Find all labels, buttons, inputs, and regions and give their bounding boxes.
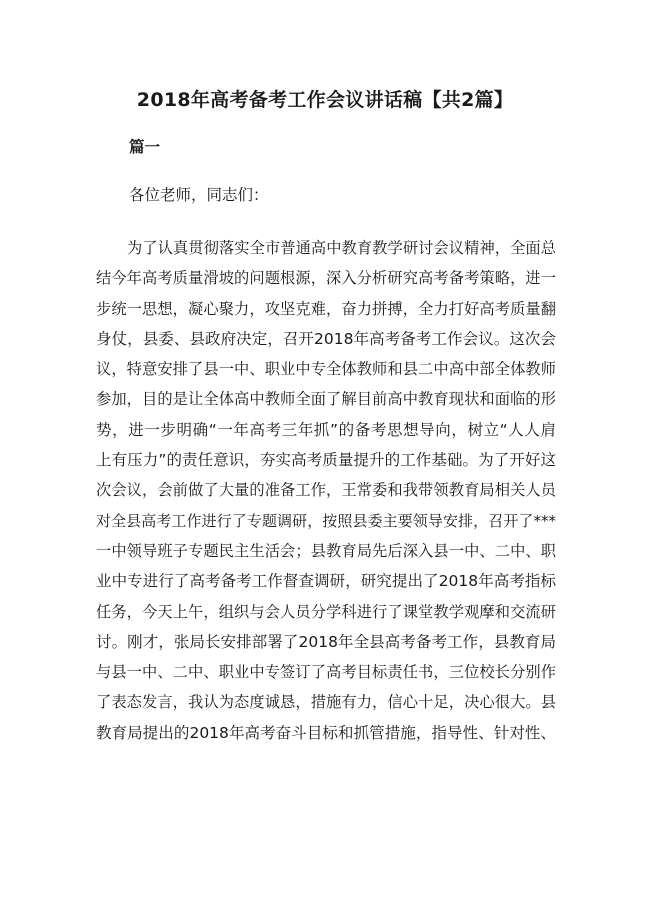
text-line: 与县一中、二中、职业中专签订了高考目标责任书，三位校长分别作 xyxy=(96,663,556,682)
text-line: 势，进一步明确“一年高考三年抓”的备考思想导向，树立“人人肩 xyxy=(96,420,556,439)
text-line: 身仗，县委、县政府决定，召开2018年高考备考工作会议。这次会 xyxy=(96,329,556,348)
salutation: 各位老师，同志们： xyxy=(129,186,269,204)
text-line: 结今年高考质量滑坡的问题根源，深入分析研究高考备考策略，进一 xyxy=(96,269,556,288)
text-line: 教育局提出的2018年高考奋斗目标和抓管措施，指导性、针对性、 xyxy=(96,723,556,742)
text-line: 一中领导班子专题民主生活会；县教育局先后深入县一中、二中、职 xyxy=(96,541,556,560)
text-line: 讨。刚才，张局长安排部署了2018年全县高考备考工作，县教育局 xyxy=(96,632,556,651)
text-line: 对全县高考工作进行了专题调研，按照县委主要领导安排，召开了*** xyxy=(96,511,556,530)
text-line: 了表态发言，我认为态度诚恳，措施有力，信心十足，决心很大。县 xyxy=(96,693,556,712)
text-line: 参加，目的是让全体高中教师全面了解目前高中教育现状和面临的形 xyxy=(96,390,556,409)
text-line: 步统一思想，凝心聚力，攻坚克难，奋力拼搏，全力打好高考质量翻 xyxy=(96,299,556,318)
section-heading: 篇一 xyxy=(129,138,161,156)
body-paragraph xyxy=(96,233,556,748)
document-title: 2018年高考备考工作会议讲话稿【共2篇】 xyxy=(136,89,514,111)
text-line: 上有压力”的责任意识，夯实高考质量提升的工作基础。为了开好这 xyxy=(96,451,556,470)
text-line: 任务，今天上午，组织与会人员分学科进行了课堂教学观摩和交流研 xyxy=(96,602,556,621)
text-line: 议，特意安排了县一中、职业中专全体教师和县二中高中部全体教师 xyxy=(96,360,556,379)
text-line: 次会议，会前做了大量的准备工作，王常委和我带领教育局相关人员 xyxy=(96,481,556,500)
text-line: 为了认真贯彻落实全市普通高中教育教学研讨会议精神，全面总 xyxy=(127,239,556,257)
text-line: 业中专进行了高考备考工作督查调研，研究提出了2018年高考指标 xyxy=(96,572,556,591)
